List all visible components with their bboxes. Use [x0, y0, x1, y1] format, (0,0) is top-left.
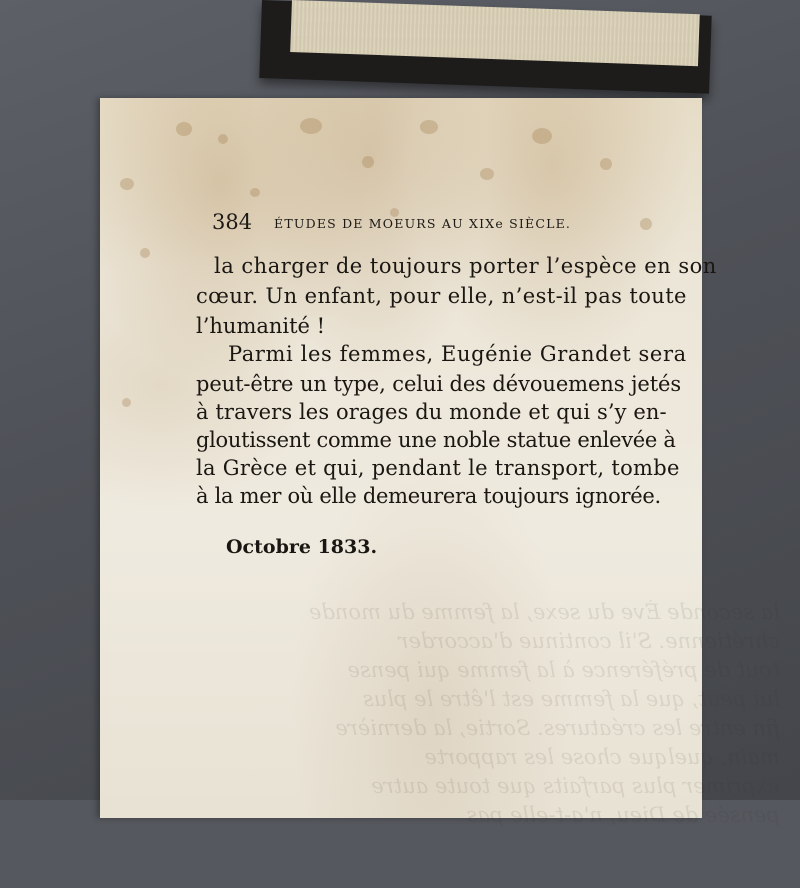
- date-line: Octobre 1833.: [226, 536, 378, 558]
- text-line: à la mer où elle demeurera toujours ignorée.: [196, 484, 661, 508]
- foxing-spot: [362, 156, 374, 168]
- foxing-spot: [122, 398, 131, 407]
- foxing-spot: [480, 168, 494, 180]
- text-line: cœur. Un enfant, pour elle, n’est-il pas toute: [196, 284, 687, 308]
- running-title: ÉTUDES DE MOEURS AU XIXe SIÈCLE.: [274, 216, 572, 231]
- foxing-spot: [420, 120, 438, 134]
- foxing-spot: [300, 118, 322, 134]
- text-line: à travers les orages du monde et qui s’y en-: [196, 400, 667, 424]
- text-line: peut-être un type, celui des dévouemens jetés: [196, 372, 682, 396]
- foxing-spot: [532, 128, 552, 144]
- text-line: l’humanité !: [196, 314, 326, 338]
- foxing-spot: [120, 178, 134, 190]
- foxing-spot: [600, 158, 612, 170]
- text-line: la charger de toujours porter l’espèce en son: [214, 254, 717, 278]
- foxing-spot: [176, 122, 192, 136]
- page-header: [212, 210, 592, 240]
- foxing-spot: [140, 248, 150, 258]
- foxing-spot: [250, 188, 260, 197]
- page-number: 384: [212, 210, 253, 234]
- text-line: Parmi les femmes, Eugénie Grandet sera: [228, 342, 687, 366]
- foxing-spot: [640, 218, 652, 230]
- foxing-spot: [218, 134, 228, 144]
- text-line: gloutissent comme une noble statue enlevée à: [196, 428, 676, 452]
- show-through-text: la seconde Ève du sexe, la femme du monde chrétienne. S'il continue d'accorder tout de préférence à la femme qui pense lui peut, que la femme est l'être le plus fin entre les créatures. Sortie, la dernière main, quelque chose les rapporte exprimer plus parfaits que toute autre pensée de Dieu, n'a-t-elle pas: [309, 600, 780, 827]
- text-line: la Grèce et qui, pendant le transport, tombe: [196, 456, 680, 480]
